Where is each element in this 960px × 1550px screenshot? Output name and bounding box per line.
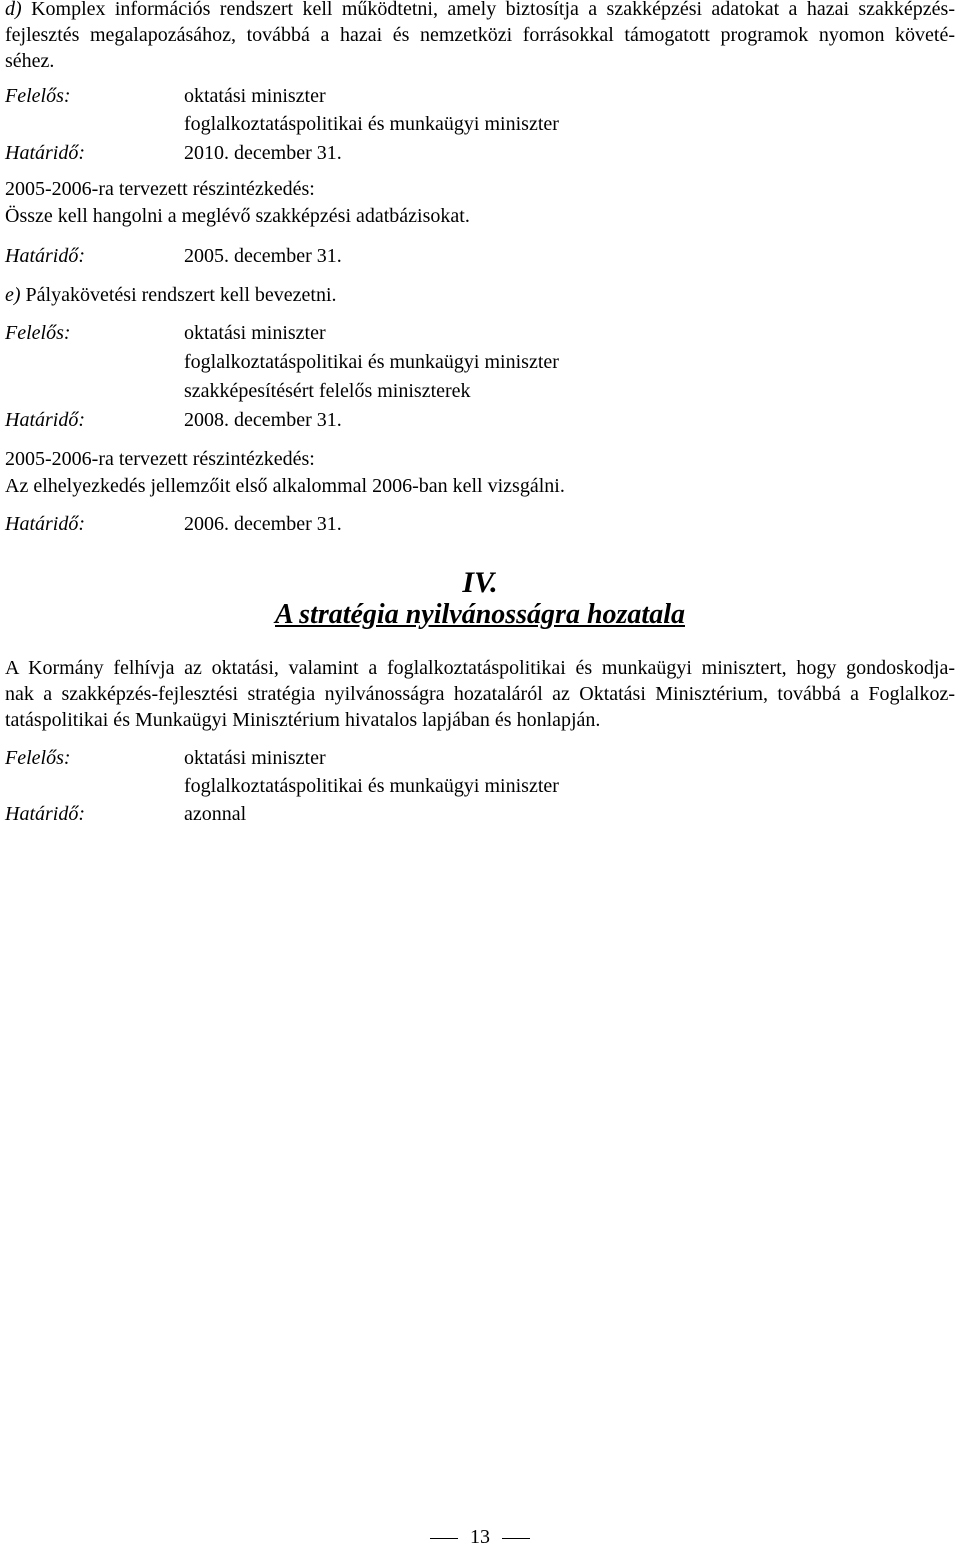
responsible-label: Felelős:	[5, 85, 71, 107]
deadline-label: Határidő:	[5, 803, 85, 825]
item-marker-d: d)	[5, 0, 22, 20]
plan-text: Össze kell hangolni a meglévő szakképzési adatbázisokat.	[5, 205, 470, 227]
plan-text: Az elhelyezkedés jellemzőit első alkalommal 2006-ban kell vizsgálni.	[5, 475, 565, 497]
deadline-label: Határidő:	[5, 142, 85, 164]
responsible-label: Felelős:	[5, 747, 71, 769]
paragraph-line: nak a szakképzés-fejlesztési stratégia nyilvánosságra hozataláról az Oktatási Minisztérium, továbbá a Foglalkoz-	[5, 683, 955, 705]
responsible-value: foglalkoztatáspolitikai és munkaügyi miniszter	[184, 351, 559, 373]
paragraph-d-line-2: fejlesztés megalapozásához, továbbá a hazai és nemzetközi forrásokkal támogatott programok nyomon követé-	[5, 24, 955, 46]
paragraph-section-iv	[5, 655, 955, 733]
plan-heading: 2005-2006-ra tervezett részintézkedés:	[5, 178, 315, 200]
section-number: IV.	[462, 566, 498, 599]
responsible-value: szakképesítésért felelős miniszterek	[184, 380, 471, 402]
deadline-value: 2010. december 31.	[184, 142, 342, 164]
responsible-value: oktatási miniszter	[184, 747, 326, 769]
deadline-label: Határidő:	[5, 245, 85, 267]
deadline-value: 2008. december 31.	[184, 409, 342, 431]
responsible-value: oktatási miniszter	[184, 322, 326, 344]
paragraph-line: A Kormány felhívja az oktatási, valamint a foglalkoztatáspolitikai és munkaügyi minisztert, hogy gondoskodja-	[5, 657, 955, 679]
page-number-value: 13	[470, 1526, 490, 1548]
paragraph-d	[5, 0, 955, 74]
page-number	[0, 1524, 960, 1550]
plan-heading: 2005-2006-ra tervezett részintézkedés:	[5, 448, 315, 470]
paragraph-e: e) Pályakövetési rendszert kell bevezetni.	[5, 284, 337, 306]
deadline-value: 2005. december 31.	[184, 245, 342, 267]
responsible-value: foglalkoztatáspolitikai és munkaügyi miniszter	[184, 775, 559, 797]
deadline-label: Határidő:	[5, 513, 85, 535]
item-marker-e: e)	[5, 284, 21, 306]
page-number-dash	[502, 1538, 530, 1539]
responsible-label: Felelős:	[5, 322, 71, 344]
deadline-value: azonnal	[184, 803, 247, 825]
deadline-label: Határidő:	[5, 409, 85, 431]
responsible-value: oktatási miniszter	[184, 85, 326, 107]
responsible-value: foglalkoztatáspolitikai és munkaügyi miniszter	[184, 113, 559, 135]
section-title: A stratégia nyilvánosságra hozatala	[275, 599, 685, 630]
paragraph-d-line-3: séhez.	[5, 50, 55, 72]
paragraph-d-line-1: d) Komplex információs rendszert kell működtetni, amely biztosítja a szakképzési adatokat a hazai szakképzés-	[5, 0, 956, 20]
deadline-value: 2006. december 31.	[184, 513, 342, 535]
page-number-dash	[430, 1538, 458, 1539]
paragraph-line: tatáspolitikai és Munkaügyi Minisztérium hivatalos lapjában és honlapján.	[5, 709, 601, 731]
